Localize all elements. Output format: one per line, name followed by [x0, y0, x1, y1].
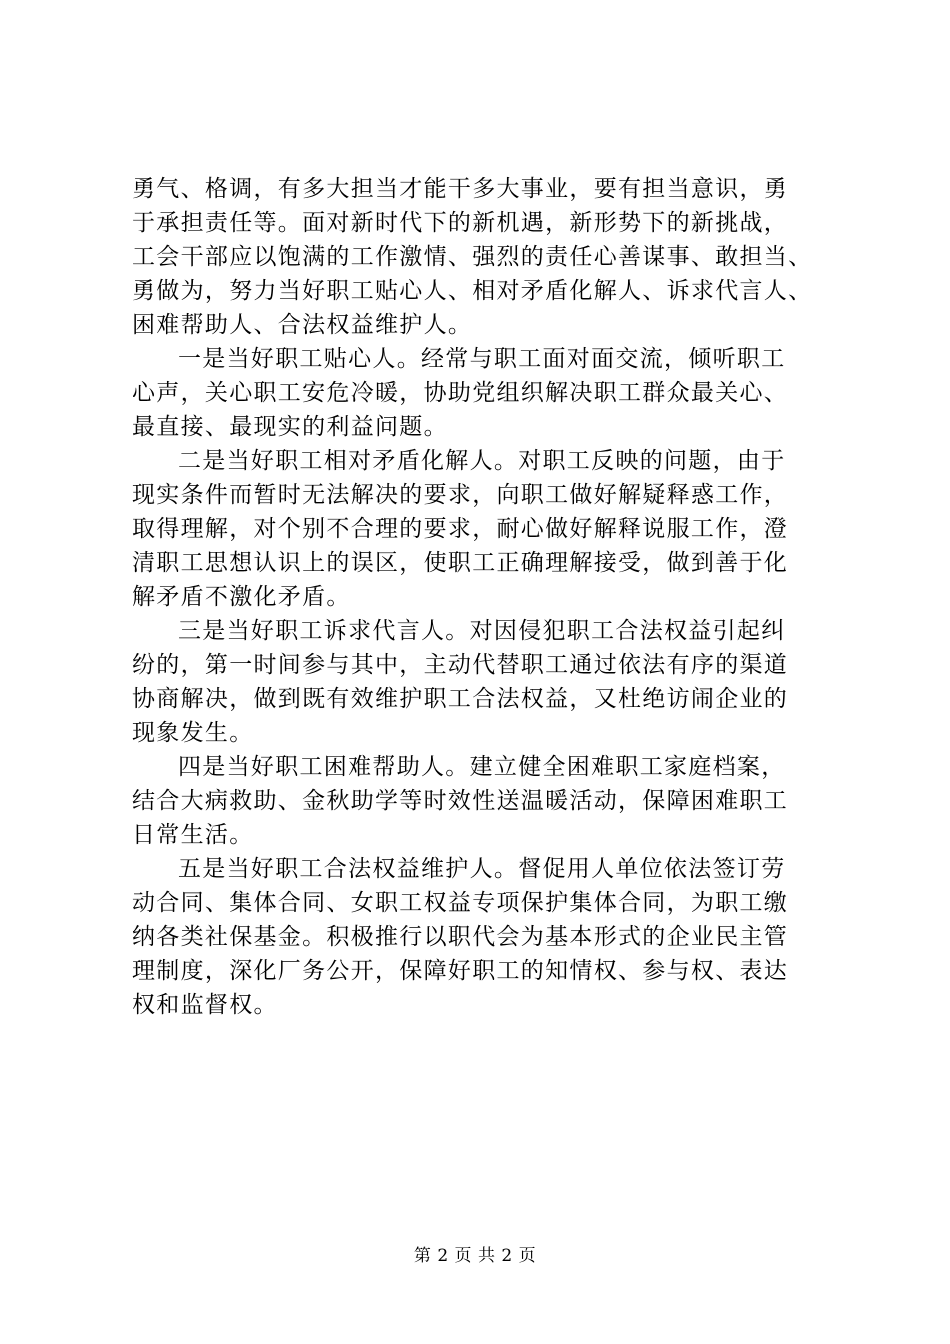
text-line: 困难帮助人、合法权益维护人。 — [132, 312, 473, 338]
text-line: 解矛盾不激化矛盾。 — [132, 584, 351, 610]
text-line: 纳各类社保基金。积极推行以职代会为基本形式的企业民主管 — [132, 924, 789, 950]
paragraph-3-start: 三是当好职工诉求代言人。对因侵犯职工合法权益引起纠 — [178, 618, 786, 644]
text-line: 工会干部应以饱满的工作激情、强烈的责任心善谋事、敢担当、 — [132, 244, 813, 270]
paragraph-2-start: 二是当好职工相对矛盾化解人。对职工反映的问题，由于 — [178, 448, 786, 474]
text-line: 动合同、集体合同、女职工权益专项保护集体合同，为职工缴 — [132, 890, 789, 916]
document-body — [132, 172, 832, 1022]
text-line: 勇做为，努力当好职工贴心人、相对矛盾化解人、诉求代言人、 — [132, 278, 813, 304]
text-line: 最直接、最现实的利益问题。 — [132, 414, 448, 440]
page-number-footer: 第 2 页 共 2 页 — [413, 1246, 537, 1266]
text-line: 勇气、格调，有多大担当才能干多大事业，要有担当意识，勇 — [132, 176, 789, 202]
text-line: 理制度，深化厂务公开，保障好职工的知情权、参与权、表达 — [132, 958, 789, 984]
paragraph-5-start: 五是当好职工合法权益维护人。督促用人单位依法签订劳 — [178, 856, 786, 882]
text-line: 纷的，第一时间参与其中，主动代替职工通过依法有序的渠道 — [132, 652, 789, 678]
paragraph-4-start: 四是当好职工困难帮助人。建立健全困难职工家庭档案， — [178, 754, 786, 780]
text-line: 协商解决，做到既有效维护职工合法权益，又杜绝访闹企业的 — [132, 686, 789, 712]
text-line: 清职工思想认识上的误区，使职工正确理解接受，做到善于化 — [132, 550, 789, 576]
text-line: 现实条件而暂时无法解决的要求，向职工做好解疑释惑工作， — [132, 482, 789, 508]
text-line: 于承担责任等。面对新时代下的新机遇，新形势下的新挑战， — [132, 210, 789, 236]
text-line: 取得理解，对个别不合理的要求，耐心做好解释说服工作，澄 — [132, 516, 789, 542]
text-line: 日常生活。 — [132, 822, 254, 848]
text-line: 权和监督权。 — [132, 992, 278, 1018]
text-line: 心声，关心职工安危冷暖，协助党组织解决职工群众最关心、 — [132, 380, 789, 406]
paragraph-1-start: 一是当好职工贴心人。经常与职工面对面交流，倾听职工 — [178, 346, 786, 372]
text-line: 现象发生。 — [132, 720, 254, 746]
text-line: 结合大病救助、金秋助学等时效性送温暖活动，保障困难职工 — [132, 788, 789, 814]
